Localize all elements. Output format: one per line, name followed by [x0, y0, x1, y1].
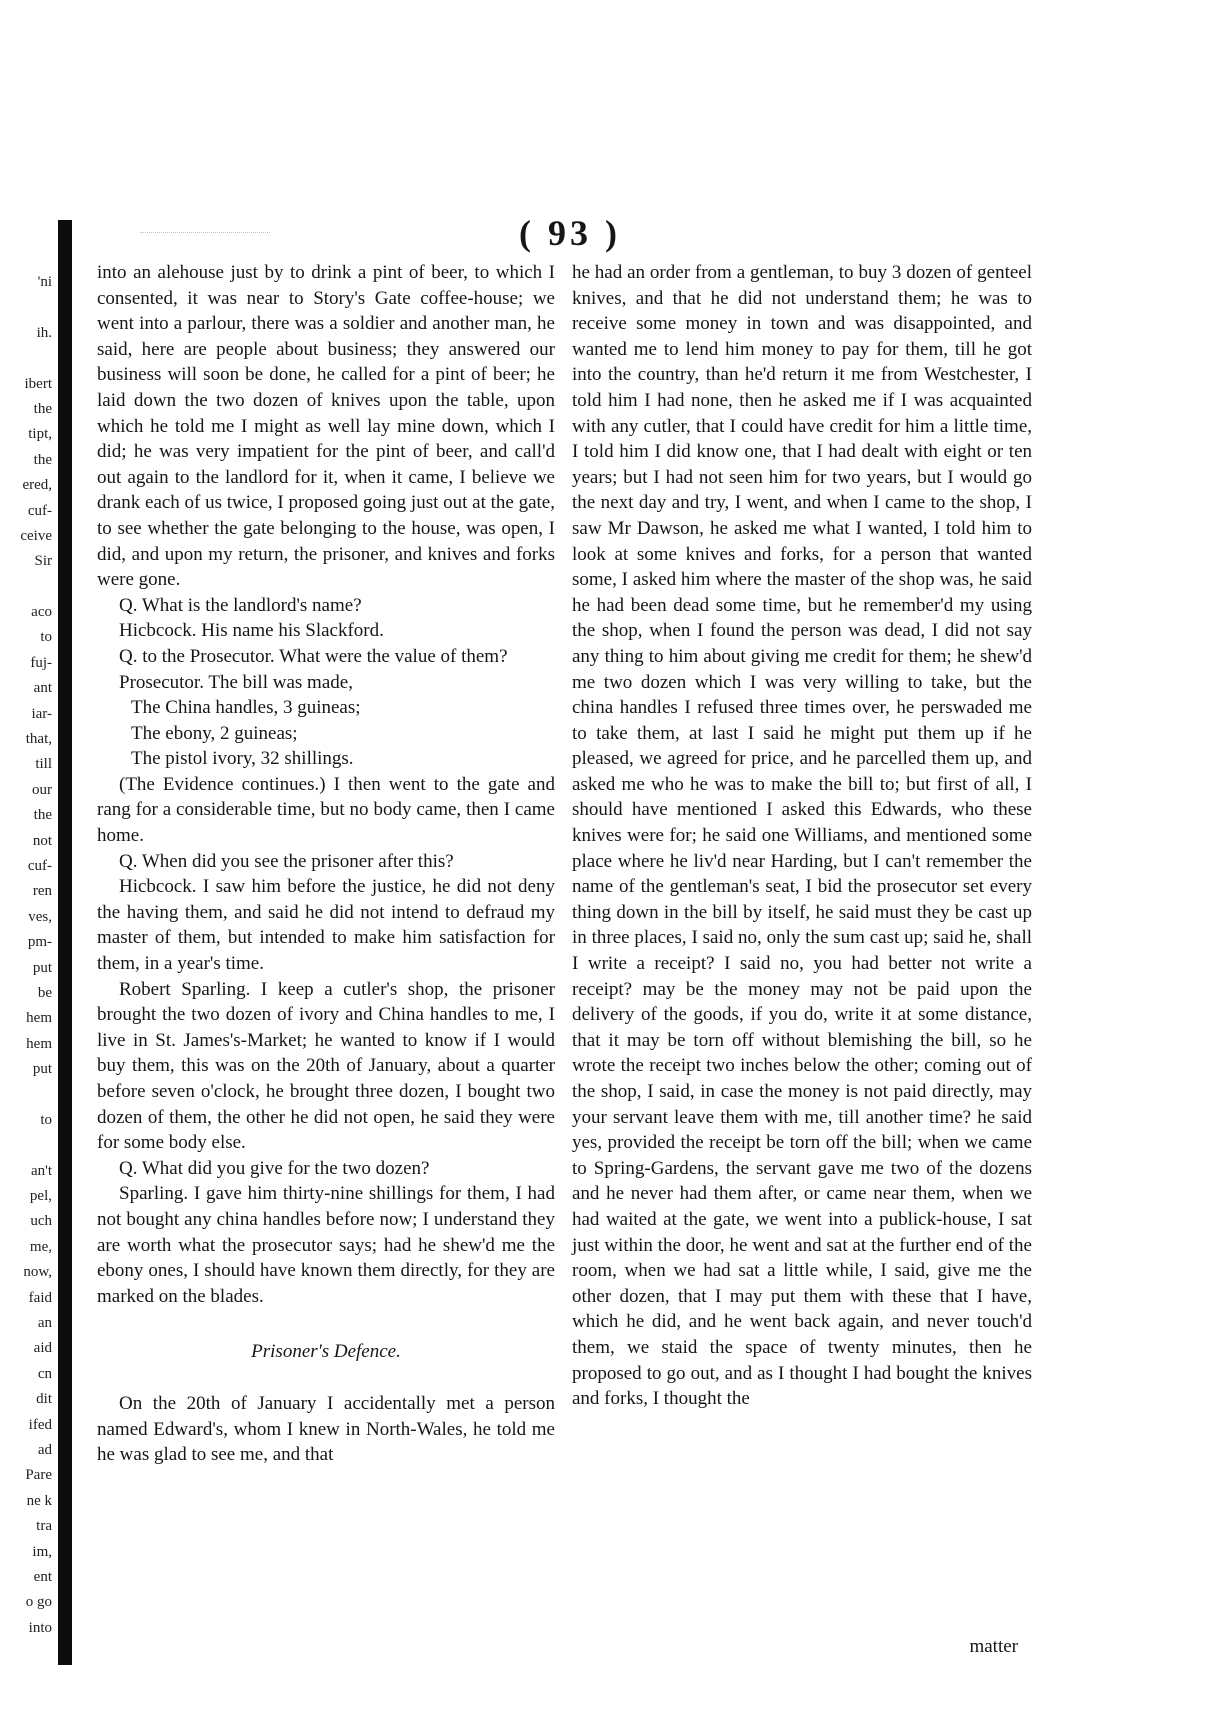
margin-fragment: uch [30, 1213, 52, 1230]
margin-fragment: ant [33, 680, 52, 697]
margin-fragment: be [37, 984, 52, 1001]
margin-fragment: Sir [34, 553, 52, 570]
margin-fragment: aco [31, 604, 52, 621]
margin-fragment: ceive [20, 527, 52, 544]
margin-fragment: put [32, 959, 52, 976]
paragraph: Hicbcock. His name his Slackford. [119, 620, 384, 642]
margin-fragment: ibert [24, 375, 52, 392]
section-heading: Prisoner's Defence. [251, 1341, 401, 1363]
right-text-column [572, 260, 1032, 1412]
paragraph: Robert Sparling. I keep a cutler's shop, the prisoner brought the two dozen of ivory and China handles to me, I live in St. James's-Market; he wanted to know if I would buy them, this was on the 20th of January, about a quarter before seven o'clock, he brought three dozen, I bought two dozen of them, the other he did not open, he said they were for some body else. [97, 978, 555, 1154]
margin-fragment: ered, [22, 477, 52, 494]
margin-fragment: our [32, 781, 52, 798]
margin-fragment: an't [30, 1162, 52, 1179]
paragraph: into an alehouse just by to drink a pint of beer, to which I consented, it was near to Story's Gate coffee-house; we went into a parlour, there was a soldier and another man, he said, here are people about business; they answered our business will soon be done, he called for a pint of beer; he laid down the two dozen of knives upon the table, upon which he told me I might as well lay mine down, which I did; he was very impatient for the pint of beer, and call'd out again to the landlord for it, when it came, I believe we drank each of us twice, I proposed going just out at the gate, to see whether the gate belonging to the house, was open, I did, and upon my return, the prisoner, and knives and forks were gone. [97, 262, 555, 591]
margin-fragment: an [37, 1315, 52, 1332]
left-text-column [97, 260, 555, 1468]
margin-fragment: ne k [26, 1492, 52, 1509]
margin-fragment: fuj- [30, 654, 52, 671]
margin-fragment: cuf- [27, 857, 52, 874]
margin-fragment: to [40, 629, 52, 646]
margin-fragment: aid [33, 1340, 52, 1357]
margin-fragment [0, 575, 52, 600]
margin-fragment: not [32, 832, 52, 849]
scan-smudge [140, 232, 270, 245]
paragraph: he had an order from a gentleman, to buy 3 dozen of genteel knives, and that he did not understand them; he was to receive some money in town and was disappointed, and wanted me to lend him money to pay for them, till he got into the country, than he'd return it me from Westchester, I told him I had none, then he asked me if I was acquainted with any cutler, that I could have credit for him a little time, I told him I did know one, that I had dealt with eight or ten years; but I had not seen him for two years, but I would go the next day and try, I went, and when I came to the shop, I saw Mr Dawson, he asked me what I wanted, I told him to look at some knives and forks, for a person that wanted some, I asked him where the master of the shop was, he said he had been dead some time, but he remember'd my using the shop, when I found the person was dead, I did not say any thing to him about giving me credit for them; he shew'd me two dozen which I was very willing to take, but the china handles I refused three times over, he perswaded me to take them, at last I said he might put them up if he pleased, we agreed for price, and he parcelled them up, and asked me who he was to make the bill to; but first of all, I should have mentioned I asked this Edwards, who these knives were for; he said one Williams, and mentioned some place where he liv'd near Harding, but I can't remember the name of the gentleman's seat, I bid the prosecutor set every thing down in the bill by itself, he said must they be cast up in three places, I said no, only the sum cast up; said he, shall I write a receipt? I said no, you had better not write a receipt? may be the money may not be paid upon the delivery of the goods, if you do, write it at some distance, that it may be torn off without blemishing the bill, so he wrote the receipt two inches below the other; coming out of the shop, I said, in case the money is not paid directly, may your servant leave them with me, till another time? he said yes, provided the receipt be torn off the bill; when we came to Spring-Gardens, the servant gave me two of the dozens and he never had them after, or came near them, when we had waited at the gate, we went into a publick-house, I sat just within the door, he went and sat at the further end of the room, when we had sat a little while, I said, give me the other dozen, that I may put them with these that I have, which he did, and he went back again, and never touch'd them, we staid the space of twenty minutes, then he proposed to go out, and as I thought I had bought the knives and forks, I thought the [572, 262, 1032, 1410]
catchword: matter [969, 1636, 1018, 1657]
margin-fragment: ih. [36, 324, 52, 341]
paragraph: Sparling. I gave him thirty-nine shillings for them, I had not bought any china handles before now; I understand they are worth what the prosecutor says; had he shew'd me the ebony ones, I should have known them directly, for they are marked on the blades. [97, 1183, 555, 1307]
paragraph: (The Evidence continues.) I then went to the gate and rang for a considerable time, but no body came, then I came home. [97, 773, 555, 847]
margin-fragment [0, 295, 52, 320]
margin-fragment: that, [25, 731, 52, 748]
margin-fragment: cn [37, 1365, 52, 1382]
margin-fragment: tra [36, 1518, 52, 1535]
margin-fragment: iar- [31, 705, 52, 722]
facing-page-margin-fragments [0, 270, 52, 1641]
margin-fragment: me, [29, 1238, 52, 1255]
paragraph: The pistol ivory, 32 shillings. [131, 748, 354, 770]
paragraph: The China handles, 3 guineas; [131, 697, 361, 719]
page-spine-shadow [58, 220, 72, 1665]
margin-fragment: Pare [25, 1467, 52, 1484]
margin-fragment: ifed [28, 1416, 52, 1433]
margin-fragment: ent [33, 1568, 52, 1585]
margin-fragment: into [28, 1619, 52, 1636]
paragraph: Q. What did you give for the two dozen? [119, 1157, 430, 1179]
margin-fragment: tipt, [28, 426, 52, 443]
margin-fragment: faid [28, 1289, 52, 1306]
paragraph: Q. What is the landlord's name? [119, 594, 362, 616]
margin-fragment: o go [25, 1594, 52, 1611]
paragraph: Prosecutor. The bill was made, [119, 671, 353, 693]
margin-fragment: 'ni [37, 274, 52, 290]
margin-fragment: the [33, 451, 52, 468]
margin-fragment: now, [23, 1264, 52, 1281]
paragraph: Q. When did you see the prisoner after this? [119, 850, 454, 872]
margin-fragment: ren [32, 883, 52, 900]
margin-fragment: pm- [27, 934, 52, 951]
margin-fragment: the [33, 807, 52, 824]
margin-fragment [0, 1133, 52, 1158]
paragraph: Q. to the Prosecutor. What were the value of them? [119, 645, 508, 667]
margin-fragment: the [33, 400, 52, 417]
paragraph: Hicbcock. I saw him before the justice, he did not deny the having them, and said he did not intend to defraud my master of them, but intended to make him satisfaction for them, in a year's time. [97, 876, 555, 975]
margin-fragment: im, [32, 1543, 52, 1560]
margin-fragment: ves, [28, 908, 52, 925]
paragraph: On the 20th of January I accidentally met a person named Edward's, whom I knew in North-Wales, he told me he was glad to see me, and that [97, 1392, 555, 1466]
margin-fragment: cuf- [27, 502, 52, 519]
margin-fragment: put [32, 1061, 52, 1078]
margin-fragment: hem [26, 1010, 52, 1027]
page-number: ( 93 ) [519, 213, 621, 253]
margin-fragment: hem [26, 1035, 52, 1052]
margin-fragment: ad [37, 1441, 52, 1458]
paragraph: The ebony, 2 guineas; [131, 722, 298, 744]
margin-fragment: pel, [29, 1188, 52, 1205]
margin-fragment [0, 346, 52, 371]
margin-fragment: dit [36, 1391, 52, 1408]
margin-fragment: till [35, 756, 52, 773]
margin-fragment: to [40, 1111, 52, 1128]
margin-fragment [0, 1083, 52, 1108]
